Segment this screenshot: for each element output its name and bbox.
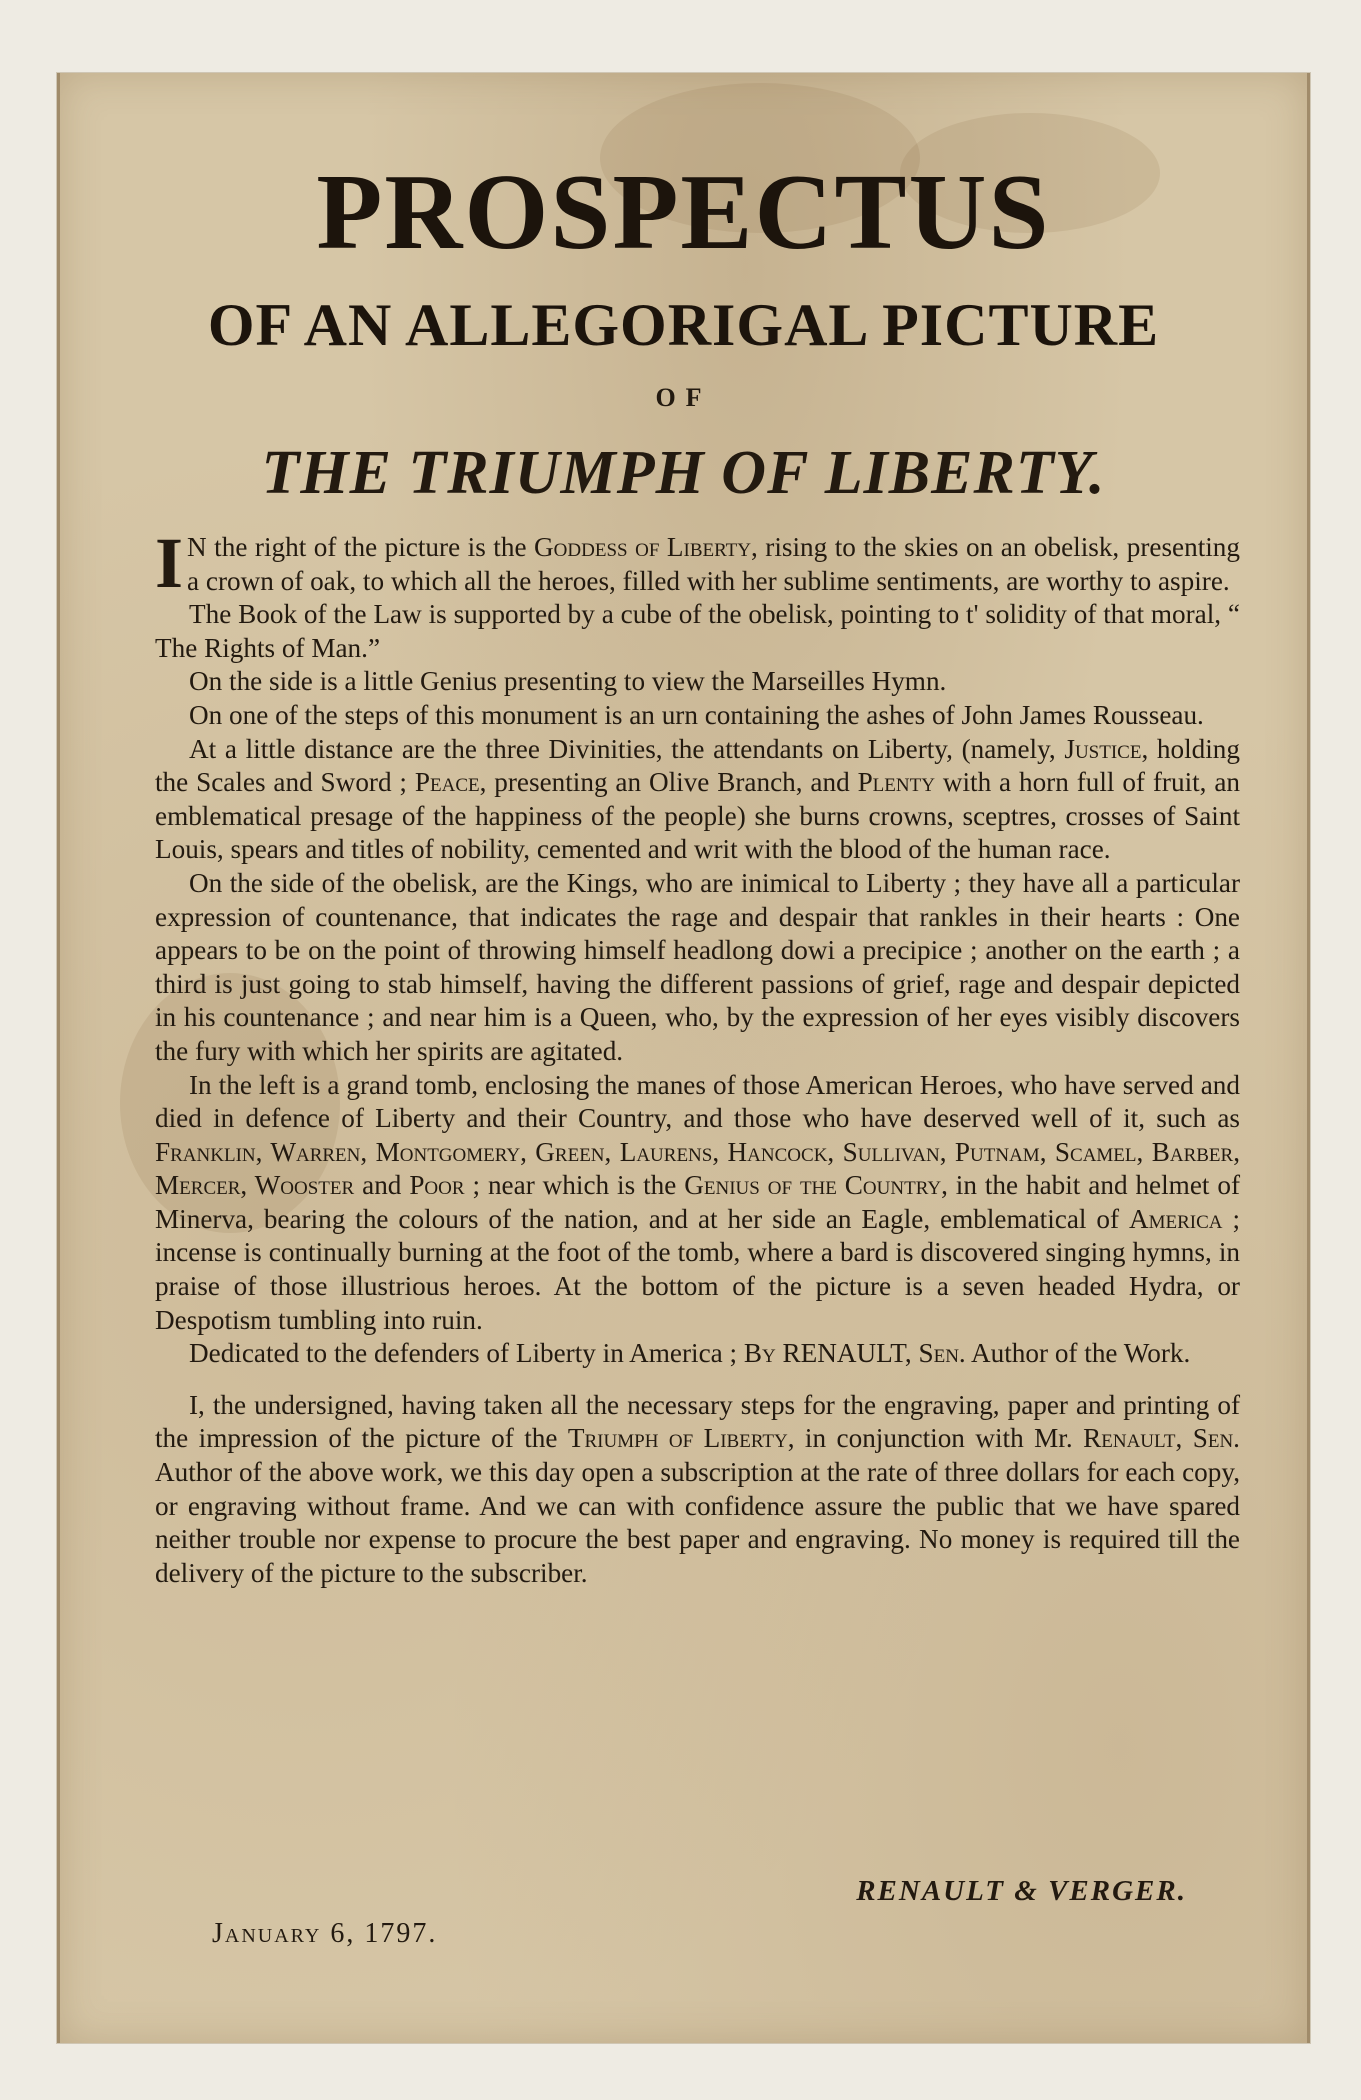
paragraph-genius: On the side is a little Genius presenting to view the Marseilles Hymn. xyxy=(189,666,947,697)
text-run: Sen. xyxy=(918,1338,966,1369)
text-run: , presenting an Olive Branch, and xyxy=(479,767,858,798)
paragraph-book-of-law: The Book of the Law is supported by a cube of the obelisk, pointing to t' solidity of that moral, “ The Rights of Man.” xyxy=(155,599,1240,663)
page-title: PROSPECTUS xyxy=(316,153,1051,272)
text-run: , rising to the skies on an obelisk, presenting a crown of oak, to which all the heroes, filled with her sublime sentiments, are worthy to aspire. xyxy=(187,532,1240,596)
text-run: America xyxy=(1128,1203,1223,1234)
paragraph-tomb xyxy=(155,1069,1240,1338)
text-run: Dedicated to the defenders of Liberty in America ; xyxy=(189,1338,744,1369)
title-triumph: THE TRIUMPH OF LIBERTY. xyxy=(261,439,1106,507)
signature-line: RENAULT & VERGER. xyxy=(856,1875,1187,1907)
text-run: At a little distance are the three Divinities, the attendants on Liberty, (namely, xyxy=(189,733,1065,764)
body-text xyxy=(155,523,1241,1590)
text-run: Franklin, Warren, Montgomery, Green, Laurens, Hancock, Sullivan, Putnam, Scamel, Barber, Mercer, Wooster xyxy=(155,1136,1240,1201)
text-run: RENAULT, xyxy=(775,1338,919,1369)
paragraph-gap xyxy=(155,1371,1240,1389)
drop-cap: I xyxy=(155,523,184,603)
paragraph-urn: On one of the steps of this monument is an urn containing the ashes of John James Rousseau. xyxy=(189,699,1204,730)
text-run: Triumph of Liberty xyxy=(567,1423,788,1454)
paragraph-dedication xyxy=(155,1337,1240,1371)
text-run: Peace xyxy=(414,767,480,798)
paragraph-subscription xyxy=(155,1389,1240,1591)
text-run: Author of the Work. xyxy=(965,1338,1191,1369)
prospectus-page xyxy=(57,73,1310,2043)
text-run: Genius of the Country xyxy=(684,1170,942,1201)
paragraph-kings: On the side of the obelisk, are the Kings, who are inimical to Liberty ; they have all a particular expression of countenance, that indicates the rage and despair that rankles in their hearts : One appears to be on the point of throwing himself headlong dowi a precipice ; another on the earth ; a third is just going to stab himself, having the different passions of grief, rage and despair depicted in his countenance ; and near him is a Queen, who, by the expression of her eyes visibly discovers the fury with which her spirits are agitated. xyxy=(155,867,1240,1066)
date-line: January 6, 1797. xyxy=(212,1918,438,1949)
text-run: I, the undersigned, having taken all the necessary steps for the engraving, paper and printing of the impression of the picture of the xyxy=(155,1389,1240,1454)
text-run: with a horn full of fruit, an emblematical presage of the happiness of the people) she burns crowns, sceptres, crosses of Saint Louis, spears and titles of nobility, cemented and writ with the blood of the human race. xyxy=(155,767,1241,865)
text-run: , holding the Scales and Sword ; xyxy=(155,733,1240,798)
text-run: N the right of the picture is the xyxy=(187,532,535,562)
text-run: , in the habit and helmet of Minerva, bearing the colours of the nation, and at her side an Eagle, emblematical of xyxy=(155,1170,1241,1234)
text-run: and xyxy=(354,1170,410,1201)
text-run: Poor xyxy=(409,1170,465,1201)
text-run: Renault, Sen. xyxy=(1083,1423,1240,1454)
paragraph-divinities xyxy=(155,733,1240,867)
text-run: Plenty xyxy=(857,767,935,798)
text-run: By xyxy=(743,1338,776,1369)
text-run: , in conjunction with Mr. xyxy=(787,1423,1084,1454)
text-run: ; near which is the xyxy=(464,1170,685,1201)
text-run: Justice xyxy=(1064,733,1142,764)
text-run: In the left is a grand tomb, enclosing the manes of those American Heroes, who have served and died in defence of Liberty and their Country, and those who have deserved well of it, such as xyxy=(155,1069,1240,1134)
paragraph-goddess xyxy=(155,523,1240,603)
title-connector: OF xyxy=(655,383,712,412)
text-run: Goddess of Liberty xyxy=(534,532,751,562)
text-run: ; incense is continually burning at the foot of the tomb, where a bard is discovered singing hymns, in praise of those illustrious heroes. At the bottom of the picture is a seven headed Hydra, or Despotism tumbling into ruin. xyxy=(155,1203,1240,1335)
text-run: Author of the above work, we this day open a subscription at the rate of three dollars for each copy, or engraving without frame. And we can with confidence assure the public that we have spared neither trouble nor expense to procure the best paper and engraving. No money is required till the delivery of the picture to the subscriber. xyxy=(155,1457,1240,1588)
page-subtitle: OF AN ALLEGORIGAL PICTURE xyxy=(207,292,1160,358)
